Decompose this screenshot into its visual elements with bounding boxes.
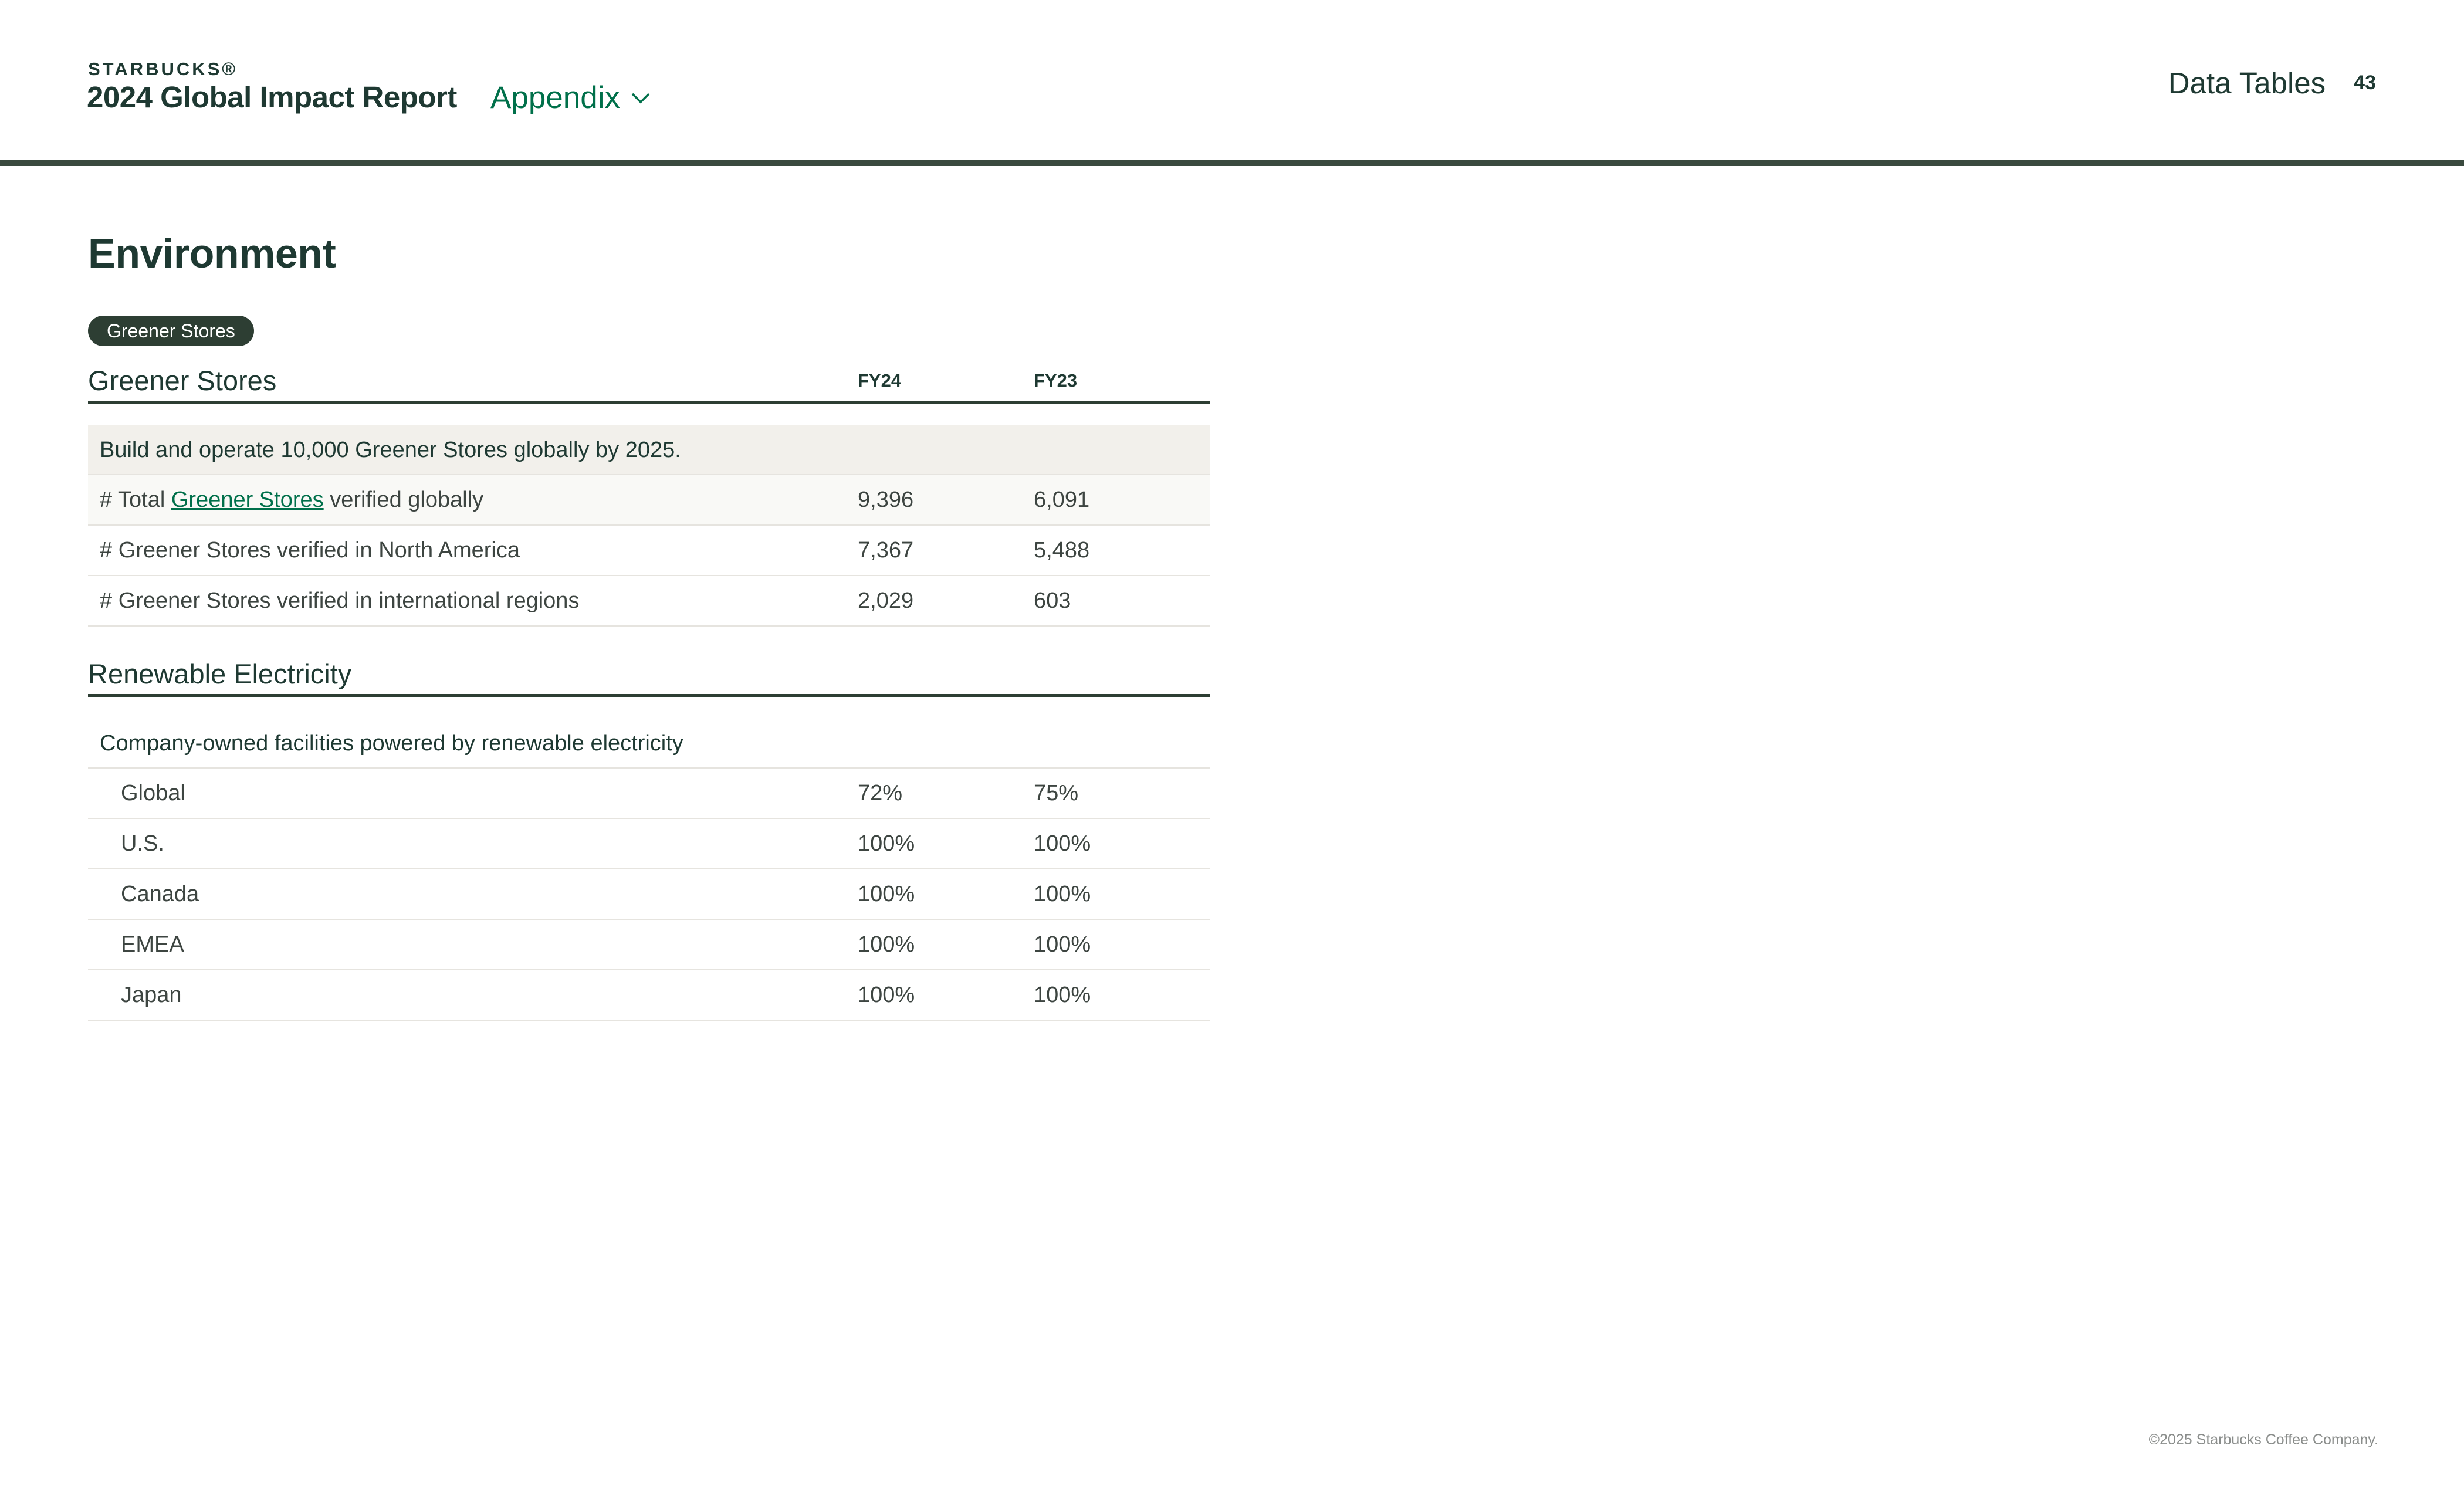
- header-right: [2168, 66, 2376, 100]
- data-table: [88, 363, 1210, 1021]
- row-label: # Greener Stores verified in North America: [100, 538, 520, 563]
- row-label: U.S.: [121, 831, 164, 856]
- greener-stores-header: [88, 363, 1210, 404]
- category-pill[interactable]: Greener Stores: [88, 316, 254, 346]
- fy24-value: 9,396: [858, 488, 914, 512]
- row-label: Japan: [121, 983, 182, 1007]
- greener-stores-link[interactable]: Greener Stores: [171, 488, 324, 512]
- goal-row: [88, 425, 1210, 475]
- report-title: 2024 Global Impact Report: [87, 80, 457, 114]
- column-header-fy23: FY23: [1034, 370, 1078, 391]
- fy24-value: 100%: [858, 882, 915, 906]
- row-label: # Greener Stores verified in international regions: [100, 588, 580, 613]
- row-label-prefix: # Total: [100, 488, 171, 512]
- table-row: [88, 970, 1210, 1021]
- table-row: [88, 526, 1210, 576]
- table-row: [88, 475, 1210, 526]
- fy24-value: 100%: [858, 932, 915, 957]
- goal-text: Company-owned facilities powered by renewable electricity: [100, 731, 683, 756]
- row-label: Global: [121, 781, 185, 805]
- row-label: Canada: [121, 882, 199, 906]
- fy23-value: 100%: [1034, 932, 1091, 957]
- row-label: [100, 475, 483, 524]
- chevron-down-icon: [631, 91, 651, 105]
- section-title: Greener Stores: [88, 365, 277, 396]
- table-row: [88, 576, 1210, 627]
- row-label-suffix: verified globally: [323, 488, 484, 512]
- fy23-value: 100%: [1034, 831, 1091, 856]
- table-row: [88, 920, 1210, 970]
- section-spacer: [88, 627, 1210, 656]
- fy24-value: 7,367: [858, 538, 914, 563]
- fy23-value: 75%: [1034, 781, 1079, 805]
- page-title: Environment: [88, 231, 336, 276]
- row-label: EMEA: [121, 932, 184, 957]
- fy23-value: 100%: [1034, 882, 1091, 906]
- table-row: [88, 769, 1210, 819]
- header-divider: [0, 160, 2464, 166]
- section-name: Data Tables: [2168, 66, 2326, 100]
- table-row: [88, 869, 1210, 920]
- fy24-value: 100%: [858, 983, 915, 1007]
- section-title: Renewable Electricity: [88, 658, 352, 689]
- table-row: [88, 819, 1210, 869]
- fy24-value: 72%: [858, 781, 903, 805]
- fy23-value: 6,091: [1034, 488, 1090, 512]
- fy23-value: 5,488: [1034, 538, 1090, 563]
- fy23-value: 603: [1034, 588, 1071, 613]
- appendix-dropdown[interactable]: [490, 80, 651, 116]
- brand-wordmark: STARBUCKS®: [88, 59, 238, 79]
- appendix-label: Appendix: [490, 80, 621, 115]
- column-header-fy24: FY24: [858, 370, 902, 391]
- fy23-value: 100%: [1034, 983, 1091, 1007]
- fy24-value: 2,029: [858, 588, 914, 613]
- copyright-footer: ©2025 Starbucks Coffee Company.: [2148, 1431, 2378, 1448]
- goal-row: [88, 718, 1210, 769]
- renewable-electricity-header: [88, 656, 1210, 697]
- fy24-value: 100%: [858, 831, 915, 856]
- goal-text: Build and operate 10,000 Greener Stores globally by 2025.: [100, 438, 681, 462]
- page-number: 43: [2354, 72, 2376, 94]
